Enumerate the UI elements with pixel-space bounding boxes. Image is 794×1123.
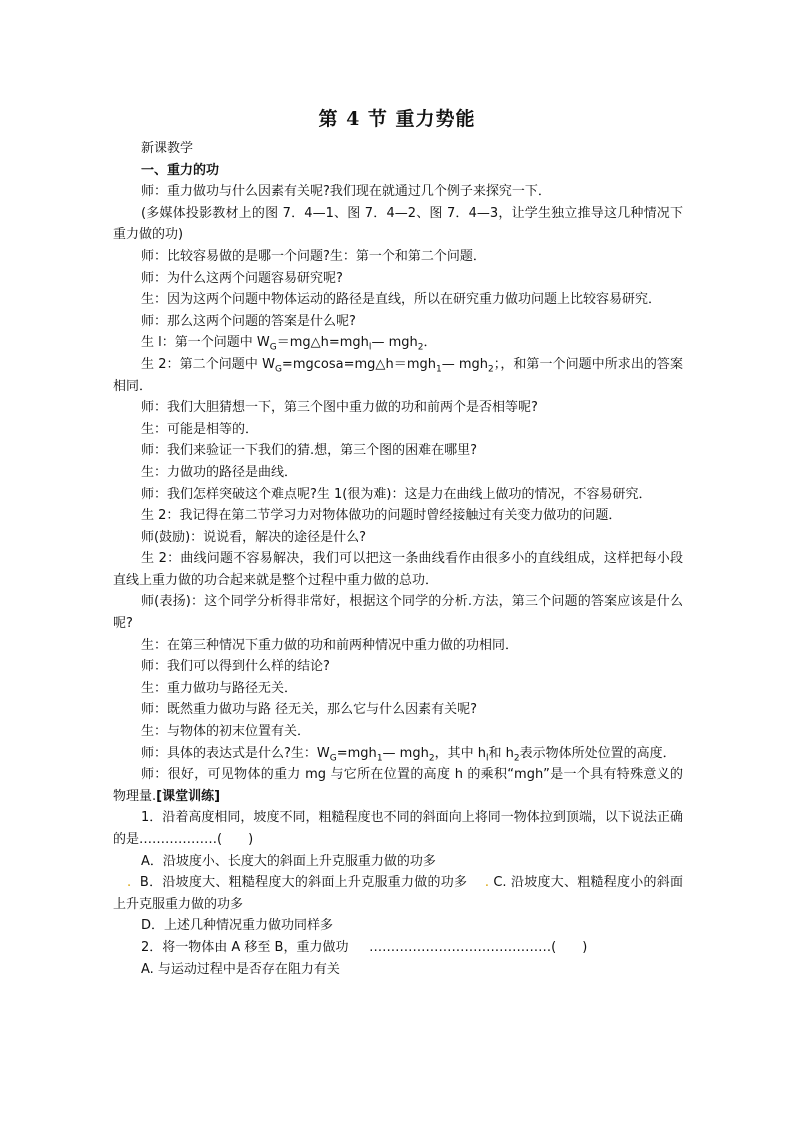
paragraph: 师(鼓励)：说说看，解决的途径是什么? bbox=[141, 529, 367, 545]
option-d: D．上述几种情况重力做功同样多 bbox=[141, 918, 334, 934]
paragraph-formula-3: 师：具体的表达式是什么?生：$W_G=mgh_1—$ mgh$_2$，其中 $h_l$和 $h_2$表示物体所处位置的高度． bbox=[141, 745, 676, 764]
paragraph: 生：力做功的路径是曲线． bbox=[141, 464, 298, 480]
option-b-c: . B．沿坡度大、粗糙程度大的斜面上升克服重力做的功多 . C. 沿坡度大、粗糙程度小的斜面上升克服重力做的功多 bbox=[113, 875, 684, 912]
document-body bbox=[113, 138, 683, 980]
paragraph: 生 2：我记得在第二节学习力对物体做功的问题时曾经接触过有关变力做功的问题． bbox=[141, 508, 622, 524]
paragraph-formula-2: 生 2：第二个问题中 $W_G=mgcosa=mg\triangle h=mgh_1—$ mgh$_2$；，和第一个问题中所求出的答案相同． bbox=[113, 356, 683, 394]
paragraph: 师：那么这两个问题的答案是什么呢? bbox=[141, 313, 356, 329]
paragraph: 师：我们来验证一下我们的猜.想，第三个图的困难在哪里? bbox=[141, 443, 478, 459]
section-label: 新课教学 bbox=[141, 141, 194, 156]
paragraph: 师：我们可以得到什么样的结论? bbox=[141, 659, 330, 675]
page-title: 第 4 节 重力势能 bbox=[318, 108, 476, 130]
paragraph-formula-1: 生 l：第一个问题中 $W_G=mg\triangle h=mgh_l—$ mgh$_2$． bbox=[141, 335, 437, 353]
paragraph: 生：可能是相等的． bbox=[141, 421, 259, 437]
paragraph: 师：比较容易做的是哪一个问题?生：第一个和第二个问题． bbox=[141, 248, 486, 264]
paragraph: 生：与物体的初末位置有关． bbox=[141, 724, 311, 740]
paragraph: 师：我们怎样突破这个难点呢?生 1(很为难)：这是力在曲线上做功的情况，不容易研究． bbox=[141, 486, 652, 502]
paragraph: 师：既然重力做功与路 径无关，那么它与什么因素有关呢? bbox=[141, 702, 478, 718]
paragraph: 师：很好，可见物体的重力 mg 与它所在位置的高度 h 的乘积“mgh”是一个具有特殊意义的物理量.[课堂训练] bbox=[113, 767, 683, 804]
paragraph: 师：重力做功与什么因素有关呢?我们现在就通过几个例子来探究一下． bbox=[141, 184, 551, 200]
paragraph: 生：在第三种情况下重力做的功和前两种情况中重力做的功相同． bbox=[141, 637, 519, 653]
paragraph: 师(表扬)：这个同学分析得非常好，根据这个同学的分析.方法，第三个问题的答案应该是什么呢? bbox=[113, 594, 683, 632]
question-2: 2．将一物体由 A 移至 B，重力做功 ……………………………………( ) bbox=[141, 939, 588, 955]
paragraph: (多媒体投影教材上的图 7．4—1、图 7．4—2、图 7．4—3，让学生独立推导这几种情况下重力做的功) bbox=[113, 205, 683, 243]
paragraph: 师：为什么这两个问题容易研究呢? bbox=[141, 270, 343, 286]
option-a: A．沿坡度小、长度大的斜面上升克服重力做的功多 bbox=[141, 853, 436, 869]
paragraph: 生：重力做功与路径无关． bbox=[141, 680, 298, 696]
question-1: 1．沿着高度相同，坡度不同，粗糙程度也不同的斜面向上将同一物体拉到顶端，以下说法正确的是………………( ) bbox=[113, 810, 683, 847]
paragraph: 生 2：曲线问题不容易解决，我们可以把这一条曲线看作由很多小的直线组成，这样把每小段直线上重力做的功合起来就是整个过程中重力做的总功． bbox=[113, 551, 683, 588]
option-a-q2: A. 与运动过程中是否存在阻力有关 bbox=[141, 961, 340, 977]
exercise-heading: [课堂训练] bbox=[156, 788, 221, 804]
paragraph: 生：因为这两个问题中物体运动的路径是直线，所以在研究重力做功问题上比较容易研究． bbox=[141, 292, 662, 308]
section-heading: 一、重力的功 bbox=[141, 162, 220, 178]
paragraph: 师：我们大胆猜想一下，第三个图中重力做的功和前两个是否相等呢? bbox=[141, 400, 538, 416]
